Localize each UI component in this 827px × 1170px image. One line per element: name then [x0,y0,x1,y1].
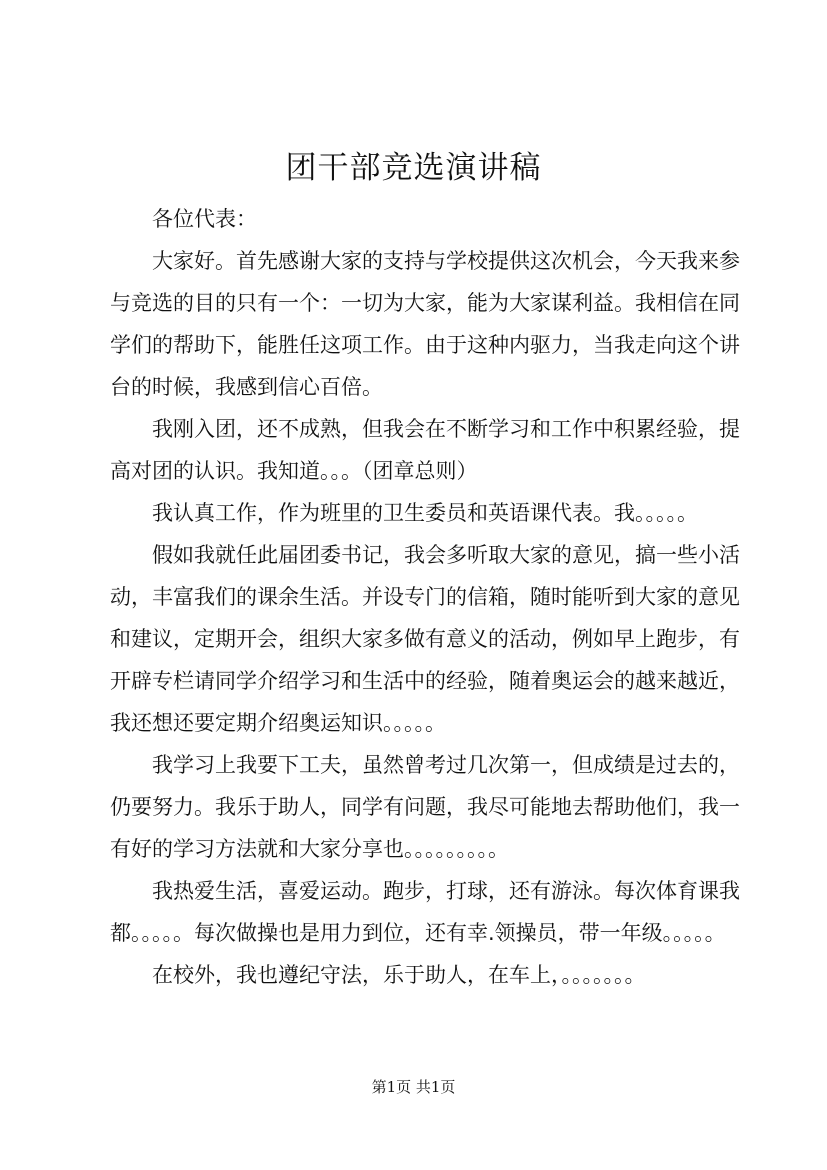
document-body [110,198,740,996]
paragraph-work: 我认真工作，作为班里的卫生委员和英语课代表。我。。。。。 [152,501,698,525]
paragraph-study: 我学习上我要下工夫，虽然曾考过几次第一，但成绩是过去的，仍要努力。我乐于助人，同学有问题，我尽可能地去帮助他们，我一有好的学习方法就和大家分享也。。。。。。。。。 [110,753,740,861]
page-footer: 第1页 共1页 [371,1078,456,1096]
paragraph-league-member: 我刚入团，还不成熟，但我会在不断学习和工作中积累经验，提高对团的认识。我知道。。。（团章总则） [110,417,740,483]
document-title: 团干部竞选演讲稿 [285,150,542,186]
paragraph-salutation: 各位代表： [152,207,257,231]
paragraph-plans: 假如我就任此届团委书记，我会多听取大家的意见，搞一些小活动，丰富我们的课余生活。并设专门的信箱，随时能听到大家的意见和建议，定期开会，组织大家多做有意义的活动，例如早上跑步，有开辟专栏请同学介绍学习和生活中的经验，随着奥运会的越来越近，我还想还要定期介绍奥运知识。。。。。 [110,543,740,735]
paragraph-greeting: 大家好。首先感谢大家的支持与学校提供这次机会，今天我来参与竞选的目的只有一个：一切为大家，能为大家谋利益。我相信在同学们的帮助下，能胜任这项工作。由于这种内驱力，当我走向这个讲台的时候，我感到信心百倍。 [110,249,740,399]
paragraph-life: 我热爱生活，喜爱运动。跑步，打球，还有游泳。每次体育课我都。。。。。每次做操也是用力到位，还有幸.领操员，带一年级。。。。。 [110,879,740,945]
paragraph-outside-school: 在校外，我也遵纪守法，乐于助人，在车上，。。。。。。。 [152,963,646,987]
